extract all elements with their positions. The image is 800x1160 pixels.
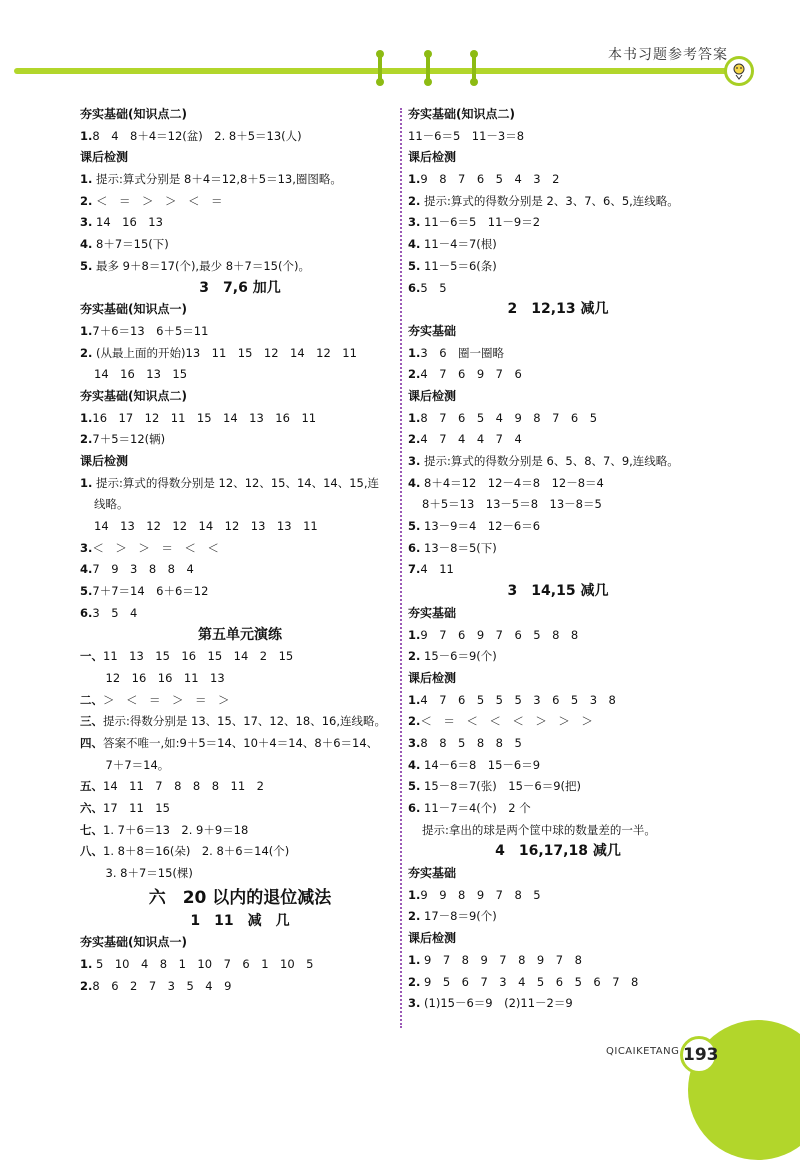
- answer-text: 夯实基础: [408, 866, 457, 881]
- question-number: 2.: [80, 978, 93, 993]
- answer-text: ＞ ＜ ＝ ＞ ＝ ＞: [103, 692, 230, 707]
- answer-text: 课后检测: [408, 931, 457, 946]
- question-number: 3.: [408, 735, 421, 750]
- answer-line: [80, 976, 400, 998]
- section-heading: [408, 668, 708, 690]
- section-heading: [408, 147, 708, 169]
- question-number: 3.: [408, 996, 421, 1011]
- answer-text: 7＋5＝12(辆): [92, 432, 166, 447]
- answer-text: 1. 7＋6＝13 2. 9＋9＝18: [103, 822, 249, 837]
- page-number: 193: [680, 1036, 718, 1074]
- question-number: 4.: [80, 237, 93, 252]
- question-number: 1.: [80, 957, 93, 972]
- answer-line-continued: [80, 516, 400, 538]
- answer-text: 14 16 13: [92, 215, 163, 230]
- answer-text: ＜ ＞ ＞ ＝ ＜ ＜: [92, 540, 219, 555]
- answer-line: [80, 711, 400, 733]
- question-number: 2.: [408, 432, 421, 447]
- answer-line: [80, 408, 400, 430]
- question-number: 1.: [80, 475, 93, 490]
- answer-line-continued: [408, 494, 708, 516]
- answer-text: 第五单元演练: [198, 626, 282, 643]
- header-bar: [14, 68, 736, 74]
- question-number: 一、: [80, 649, 103, 664]
- answer-text: 14 13 12 12 14 12 13 13 11: [94, 519, 318, 534]
- answer-line: [80, 234, 400, 256]
- question-number: 4.: [408, 237, 421, 252]
- binder-ring: [376, 50, 384, 88]
- answer-text: 3 6 圈一圈略: [420, 345, 505, 360]
- answer-text: ＜ ＝ ＞ ＞ ＜ ＝: [92, 193, 223, 208]
- section-heading: [80, 299, 400, 321]
- question-number: 2.: [408, 909, 421, 924]
- answer-line: [408, 798, 708, 820]
- answer-text: 3 14,15 减几: [507, 583, 609, 600]
- answer-text: 4 7 6 5 5 5 3 6 5 3 8: [420, 692, 616, 707]
- answer-text: 13－9＝4 12－6＝6: [420, 519, 541, 534]
- answer-line: [80, 733, 400, 755]
- answer-line: [408, 256, 708, 278]
- answer-line: [408, 451, 708, 473]
- answer-text: 12 16 16 11 13: [94, 670, 225, 685]
- answer-line: [80, 603, 400, 625]
- answer-text: 提示:得数分别是 13、15、17、12、18、16,连线略。: [103, 714, 386, 729]
- question-number: 1.: [80, 172, 93, 187]
- answer-text: 夯实基础(知识点二): [408, 107, 515, 121]
- answer-line: [80, 581, 400, 603]
- answer-line: [408, 364, 708, 386]
- question-number: 5.: [408, 519, 421, 534]
- question-number: 2.: [80, 345, 93, 360]
- section-heading: [80, 147, 400, 169]
- answer-line: [408, 733, 708, 755]
- question-number: 1.: [408, 952, 421, 967]
- answer-line: [408, 972, 708, 994]
- answer-text: 答案不唯一,如:9＋5＝14、10＋4＝14、8＋6＝14、: [103, 735, 379, 750]
- question-number: 六、: [80, 801, 103, 815]
- answer-line: [408, 755, 708, 777]
- answer-text: 提示:算式的得数分别是 12、12、15、14、14、15,连: [92, 475, 380, 490]
- right-column: [408, 104, 708, 1015]
- section-heading: [408, 104, 708, 126]
- answer-line-continued: [80, 668, 400, 690]
- question-number: 3.: [408, 215, 421, 230]
- answer-line: [408, 212, 708, 234]
- answer-line: [80, 191, 400, 213]
- answer-line: [408, 711, 708, 733]
- answer-text: 3 5 4: [92, 605, 138, 620]
- answer-text: 8 7 6 5 4 9 8 7 6 5: [420, 410, 598, 425]
- question-number: 八、: [80, 844, 103, 859]
- question-number: 3.: [80, 215, 93, 230]
- lesson-title: [80, 625, 400, 647]
- answer-text: 课后检测: [80, 150, 129, 165]
- answer-text: 3 7,6 加几: [199, 279, 281, 296]
- section-heading: [80, 104, 400, 126]
- unit-title: [80, 885, 400, 911]
- answer-text: 9 5 6 7 3 4 5 6 5 6 7 8: [420, 974, 639, 989]
- answer-text: 8＋7＝15(下): [92, 237, 169, 252]
- answer-line: [408, 343, 708, 365]
- answer-text: 5 10 4 8 1 10 7 6 1 10 5: [92, 957, 314, 972]
- question-number: 7.: [408, 562, 421, 577]
- question-number: 1.: [80, 323, 93, 338]
- footer-brand: QICAIKETANG: [606, 1046, 680, 1057]
- answer-line: [80, 954, 400, 976]
- question-number: 4.: [80, 562, 93, 577]
- answer-line: [80, 212, 400, 234]
- answer-line-continued: [80, 755, 400, 777]
- lesson-title: [408, 299, 708, 321]
- answer-line: [408, 516, 708, 538]
- question-number: 6.: [408, 801, 421, 815]
- answer-line: [408, 646, 708, 668]
- section-heading: [408, 386, 708, 408]
- answer-text: 夯实基础: [408, 605, 457, 620]
- answer-line: [408, 126, 708, 148]
- header-title: 本书习题参考答案: [608, 47, 728, 63]
- answer-line: [80, 343, 400, 365]
- section-heading: [408, 321, 708, 343]
- answer-text: 课后检测: [80, 454, 129, 468]
- answer-text: 17－8＝9(个): [420, 909, 497, 924]
- question-number: 3.: [80, 540, 93, 555]
- answer-line-continued: [408, 820, 708, 842]
- answer-line: [408, 950, 708, 972]
- answer-text: 夯实基础(知识点二): [80, 107, 187, 121]
- question-number: 5.: [408, 779, 421, 794]
- section-heading: [80, 451, 400, 473]
- answer-text: 15－8＝7(张) 15－6＝9(把): [420, 779, 582, 794]
- answer-text: 5 5: [420, 280, 447, 295]
- question-number: 1.: [408, 887, 421, 902]
- section-heading: [408, 603, 708, 625]
- column-divider: [400, 108, 402, 1028]
- answer-text: 课后检测: [408, 388, 457, 403]
- question-number: 2.: [80, 193, 93, 208]
- question-number: 6.: [408, 540, 421, 555]
- answer-line: [80, 473, 400, 495]
- answer-text: 课后检测: [408, 150, 457, 165]
- question-number: 1.: [408, 410, 421, 425]
- answer-text: 课后检测: [408, 670, 457, 685]
- answer-text: 六 20 以内的退位减法: [148, 887, 332, 908]
- answer-line: [408, 473, 708, 495]
- answer-text: 13－8＝5(下): [420, 540, 497, 555]
- section-heading: [408, 928, 708, 950]
- answer-text: 1. 8＋8＝16(朵) 2. 8＋6＝14(个): [103, 844, 290, 859]
- lesson-title: [408, 581, 708, 603]
- answer-text: 8 4 8＋4＝12(盆) 2. 8＋5＝13(人): [92, 128, 302, 143]
- answer-line: [80, 798, 400, 820]
- answer-text: 17 11 15: [103, 801, 170, 815]
- question-number: 6.: [80, 605, 93, 620]
- question-number: 4.: [408, 475, 421, 490]
- answer-text: 7＋6＝13 6＋5＝11: [92, 323, 209, 338]
- answer-text: ＜ ＝ ＜ ＜ ＜ ＞ ＞ ＞: [420, 714, 593, 729]
- answer-line: [408, 993, 708, 1015]
- question-number: 5.: [80, 584, 93, 599]
- question-number: 七、: [80, 822, 103, 837]
- lesson-title: [80, 278, 400, 300]
- answer-text: 14 16 13 15: [94, 367, 188, 382]
- answer-text: 11－7＝4(个) 2 个: [420, 801, 531, 815]
- answer-line-continued: [80, 494, 400, 516]
- answer-line: [408, 906, 708, 928]
- answer-text: 7 9 3 8 8 4: [92, 562, 194, 577]
- question-number: 3.: [408, 454, 421, 468]
- answer-line: [80, 841, 400, 863]
- answer-text: 15－6＝9(个): [420, 649, 497, 664]
- answer-text: 3. 8＋7＝15(棵): [94, 866, 193, 881]
- lesson-title: [80, 911, 400, 933]
- answer-line: [80, 646, 400, 668]
- answer-line: [408, 429, 708, 451]
- question-number: 6.: [408, 280, 421, 295]
- answer-text: 11－4＝7(根): [420, 237, 497, 252]
- answer-text: 提示:算式的得数分别是 6、5、8、7、9,连线略。: [420, 454, 679, 468]
- question-number: 三、: [80, 714, 103, 729]
- answer-line-continued: [80, 364, 400, 386]
- answer-line: [80, 776, 400, 798]
- answer-text: 8＋4＝12 12－4＝8 12－8＝4: [420, 475, 604, 490]
- question-number: 1.: [408, 172, 421, 187]
- answer-line: [408, 690, 708, 712]
- answer-line: [408, 191, 708, 213]
- answer-line: [408, 278, 708, 300]
- answer-line: [80, 126, 400, 148]
- answer-text: 8 8 5 8 8 5: [420, 735, 522, 750]
- question-number: 1.: [408, 627, 421, 642]
- answer-text: 11－5＝6(条): [420, 258, 497, 273]
- answer-line: [408, 538, 708, 560]
- question-number: 5.: [80, 258, 93, 273]
- section-heading: [408, 863, 708, 885]
- answer-line: [80, 820, 400, 842]
- question-number: 四、: [80, 735, 103, 750]
- question-number: 五、: [80, 779, 103, 794]
- answer-text: 4 7 4 4 7 4: [420, 432, 522, 447]
- answer-line: [80, 690, 400, 712]
- answer-text: 提示:算式的得数分别是 2、3、7、6、5,连线略。: [420, 193, 679, 208]
- answer-line-continued: [80, 863, 400, 885]
- answer-text: 夯实基础(知识点二): [80, 388, 187, 403]
- answer-line: [408, 776, 708, 798]
- answer-text: 夯实基础(知识点一): [80, 935, 187, 950]
- answer-text: 9 7 8 9 7 8 9 7 8: [420, 952, 582, 967]
- question-number: 2.: [408, 714, 421, 729]
- answer-text: 9 8 7 6 5 4 3 2: [420, 172, 560, 187]
- answer-text: 4 11: [420, 562, 454, 577]
- answer-line: [80, 429, 400, 451]
- question-number: 2.: [408, 367, 421, 382]
- answer-line: [408, 885, 708, 907]
- question-number: 1.: [80, 128, 93, 143]
- answer-line: [408, 408, 708, 430]
- question-number: 1.: [80, 410, 93, 425]
- answer-text: 夯实基础: [408, 323, 457, 338]
- question-number: 4.: [408, 757, 421, 772]
- question-number: 二、: [80, 692, 103, 707]
- left-column: [80, 104, 400, 998]
- answer-text: 夯实基础(知识点一): [80, 302, 187, 317]
- answer-text: 9 7 6 9 7 6 5 8 8: [420, 627, 579, 642]
- question-number: 1.: [408, 692, 421, 707]
- answer-text: 4 16,17,18 减几: [495, 843, 621, 860]
- answer-line: [80, 538, 400, 560]
- question-number: 2.: [408, 193, 421, 208]
- answer-text: 9 9 8 9 7 8 5: [420, 887, 541, 902]
- answer-text: 8＋5＝13 13－5＝8 13－8＝5: [422, 497, 602, 512]
- question-number: 5.: [408, 258, 421, 273]
- answer-text: 提示:拿出的球是两个筐中球的数量差的一半。: [422, 822, 656, 837]
- answer-text: 2 12,13 减几: [507, 301, 609, 318]
- section-heading: [80, 932, 400, 954]
- answer-text: 线略。: [94, 497, 129, 512]
- answer-line: [408, 169, 708, 191]
- answer-text: 14 11 7 8 8 8 11 2: [103, 779, 264, 794]
- answer-text: 4 7 6 9 7 6: [420, 367, 522, 382]
- answer-text: 14－6＝8 15－6＝9: [420, 757, 541, 772]
- answer-line: [80, 321, 400, 343]
- answer-line: [408, 625, 708, 647]
- answer-text: 最多 9＋8＝17(个),最少 8＋7＝15(个)。: [92, 258, 310, 273]
- binder-ring: [470, 50, 478, 88]
- answer-line: [80, 559, 400, 581]
- binder-ring: [424, 50, 432, 88]
- answer-line: [80, 256, 400, 278]
- answer-text: 8 6 2 7 3 5 4 9: [92, 978, 232, 993]
- section-heading: [80, 386, 400, 408]
- question-number: 2.: [408, 974, 421, 989]
- answer-text: 11 13 15 16 15 14 2 15: [103, 649, 294, 664]
- answer-text: 11－6＝5 11－9＝2: [420, 215, 541, 230]
- answer-text: 7＋7＝14 6＋6＝12: [92, 584, 209, 599]
- answer-text: 11－6＝5 11－3＝8: [408, 128, 525, 143]
- mascot-icon: [724, 56, 754, 86]
- answer-text: (从最上面的开始)13 11 15 12 14 12 11: [92, 345, 357, 360]
- question-number: 2.: [408, 649, 421, 664]
- answer-line: [408, 234, 708, 256]
- question-number: 1.: [408, 345, 421, 360]
- answer-text: (1)15－6＝9 (2)11－2＝9: [420, 996, 573, 1011]
- answer-text: 1 11 减 几: [190, 912, 290, 929]
- question-number: 2.: [80, 432, 93, 447]
- answer-text: 7＋7＝14。: [94, 757, 170, 772]
- answer-line: [408, 559, 708, 581]
- answer-text: 16 17 12 11 15 14 13 16 11: [92, 410, 317, 425]
- answer-text: 提示:算式分别是 8＋4＝12,8＋5＝13,圈图略。: [92, 172, 342, 187]
- answer-line: [80, 169, 400, 191]
- lesson-title: [408, 841, 708, 863]
